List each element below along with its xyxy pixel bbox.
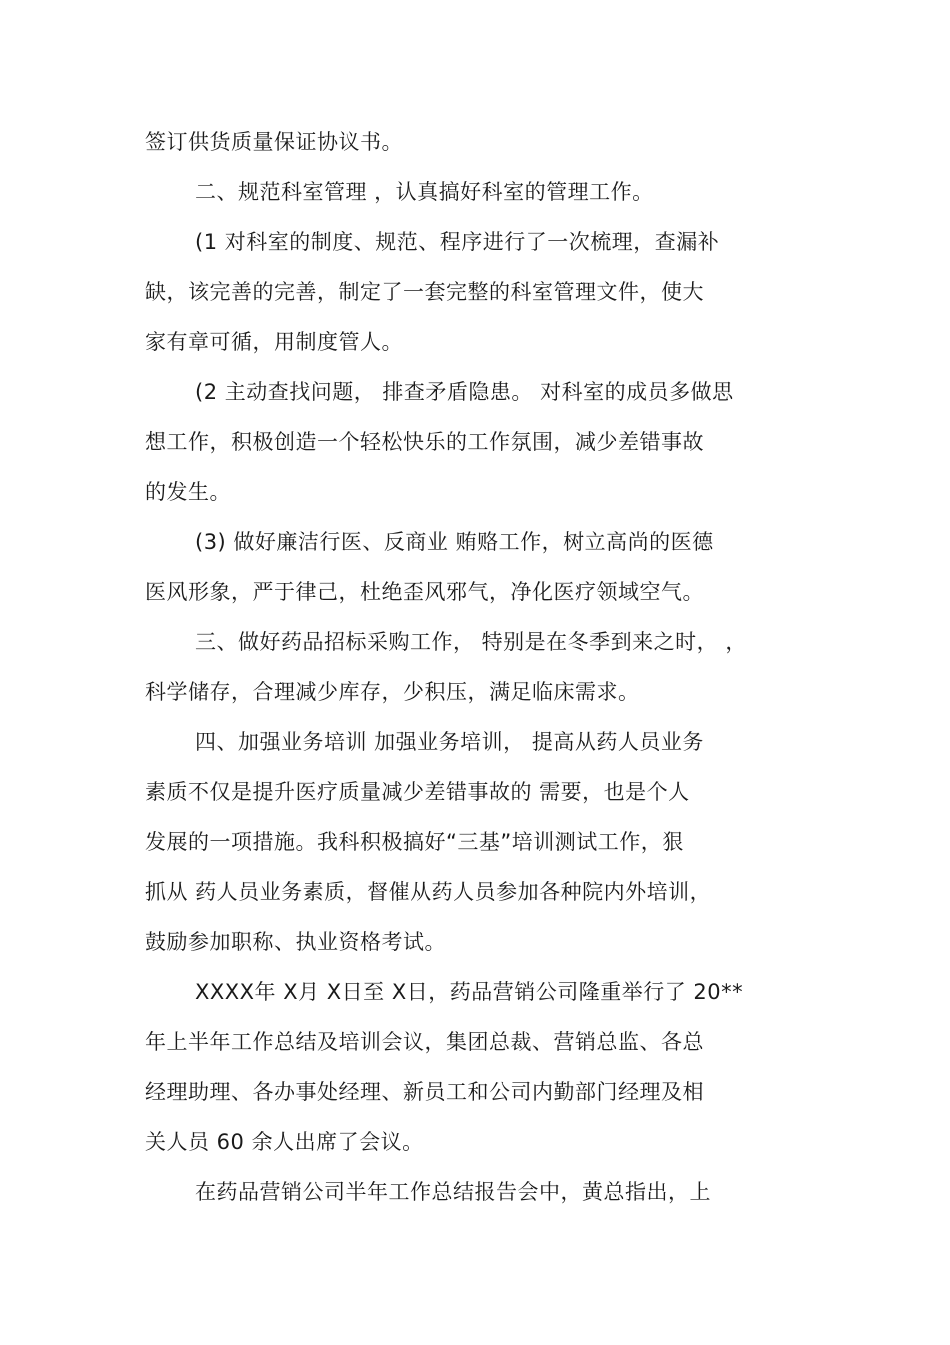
text-line: 鼓励参加职称、执业资格考试。 <box>145 930 446 954</box>
text-line: (3) 做好廉洁行医、反商业 贿赂工作，树立高尚的医德 <box>195 530 714 554</box>
text-line: 家有章可循，用制度管人。 <box>145 330 403 354</box>
text-line: 发展的一项措施。我科积极搞好“三基”培训测试工作，狠 <box>145 830 684 854</box>
text-line: 素质不仅是提升医疗质量减少差错事故的 需要，也是个人 <box>145 780 690 804</box>
text-line: 科学储存，合理减少库存，少积压，满足临床需求。 <box>145 680 640 704</box>
text-line: 想工作，积极创造一个轻松快乐的工作氛围，减少差错事故 <box>145 430 704 454</box>
text-line: 医风形象，严于律己，杜绝歪风邪气，净化医疗领域空气。 <box>145 580 704 604</box>
text-line: 关人员 60 余人出席了会议。 <box>145 1130 424 1154</box>
text-line: (2 主动查找问题， 排查矛盾隐患。 对科室的成员多做思 <box>195 380 734 404</box>
text-line: 在药品营销公司半年工作总结报告会中，黄总指出，上 <box>195 1180 711 1204</box>
text-line: 三、做好药品招标采购工作， 特别是在冬季到来之时， ， <box>195 630 747 654</box>
text-line: 经理助理、各办事处经理、新员工和公司内勤部门经理及相 <box>145 1080 704 1104</box>
text-line: 二、规范科室管理 ，认真搞好科室的管理工作。 <box>195 180 654 204</box>
text-line: 缺，该完善的完善，制定了一套完整的科室管理文件，使大 <box>145 280 704 304</box>
text-line: 签订供货质量保证协议书。 <box>145 130 403 154</box>
text-line: 的发生。 <box>145 480 231 504</box>
text-line: XXXX年 X月 X日至 X日，药品营销公司隆重举行了 20** <box>195 980 744 1004</box>
text-line: (1 对科室的制度、规范、程序进行了一次梳理，查漏补 <box>195 230 720 254</box>
text-line: 四、加强业务培训 加强业务培训， 提高从药人员业务 <box>195 730 704 754</box>
text-line: 年上半年工作总结及培训会议，集团总裁、营销总监、各总 <box>145 1030 704 1054</box>
text-line: 抓从 药人员业务素质，督催从药人员参加各种院内外培训， <box>145 880 712 904</box>
